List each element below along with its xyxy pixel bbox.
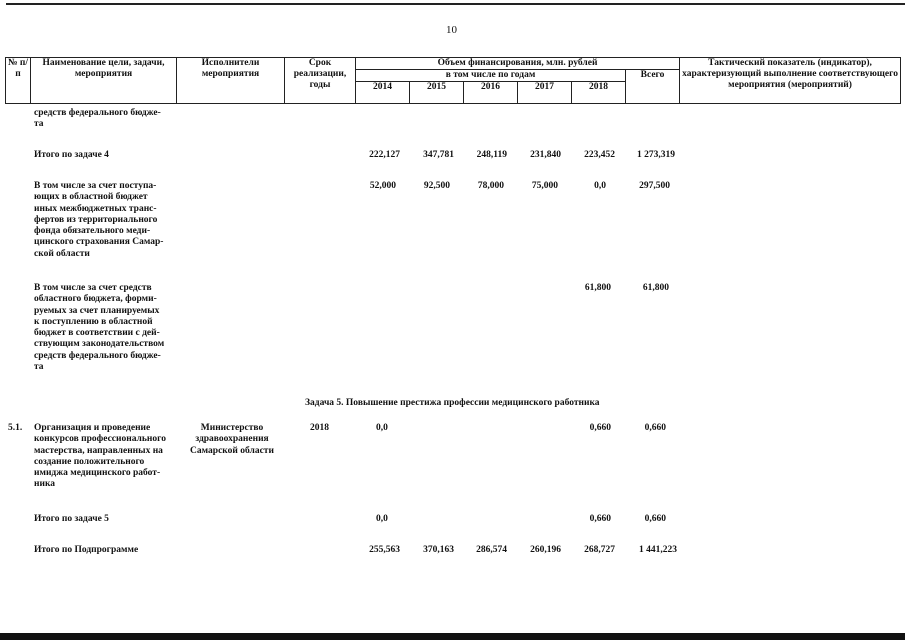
header-term: Срок реализации, годы xyxy=(285,58,356,104)
bottom-rule xyxy=(0,633,905,640)
incl-regional-label: В том числе за счет средств областного бюджета, форми- руемых за счет планируемых к поступлению в областной бюджет в соответствии с дей- ствующим законодательством средств федерального бюдже- та xyxy=(34,283,165,373)
item51-2018: 0,660 xyxy=(589,423,611,433)
header-executor: Исполнители мероприятия xyxy=(177,58,285,104)
header-year: 2016 xyxy=(464,82,518,104)
total-sub-2017: 260,196 xyxy=(530,545,561,555)
incl-tfoms-2015: 92,500 xyxy=(423,181,450,191)
total5-2018: 0,660 xyxy=(589,514,611,524)
total-sub-2014: 255,563 xyxy=(369,545,400,555)
incl-tfoms-sum: 297,500 xyxy=(639,181,670,191)
header-funding: Объем финансирования, млн. рублей xyxy=(356,58,680,70)
total4-2018: 223,452 xyxy=(584,150,615,160)
header-year: 2014 xyxy=(356,82,410,104)
item51-2014: 0,0 xyxy=(376,423,388,433)
top-rule xyxy=(6,3,905,5)
item51-label: Организация и проведение конкурсов профессионального мастерства, направленных на создание положительного имиджа медицинского работ- ника xyxy=(34,423,166,490)
header-incl-years: в том числе по годам xyxy=(356,70,626,82)
total4-2017: 231,840 xyxy=(530,150,561,160)
header-year: 2018 xyxy=(572,82,626,104)
fed-budget-continuation: средств федерального бюдже- та xyxy=(34,108,161,130)
total-sub-2015: 370,163 xyxy=(423,545,454,555)
item51-sum: 0,660 xyxy=(644,423,666,433)
incl-tfoms-2014: 52,000 xyxy=(369,181,396,191)
incl-tfoms-2017: 75,000 xyxy=(531,181,558,191)
total4-2014: 222,127 xyxy=(369,150,400,160)
total-sub-label: Итого по Подпрограмме xyxy=(34,545,139,555)
header-indicator: Тактический показатель (индикатор), характеризующий выполнение соответствующего мероприятия (мероприятий) xyxy=(680,58,901,104)
total4-sum: 1 273,319 xyxy=(637,150,675,160)
total-sub-sum: 1 441,223 xyxy=(639,545,677,555)
page-number: 10 xyxy=(446,24,457,36)
task5-heading: Задача 5. Повышение престижа профессии медицинского работника xyxy=(305,398,600,408)
header-year: 2015 xyxy=(410,82,464,104)
total4-label: Итого по задаче 4 xyxy=(34,150,109,160)
incl-regional-2018: 61,800 xyxy=(584,283,611,293)
item51-num: 5.1. xyxy=(8,423,23,433)
total4-2016: 248,119 xyxy=(476,150,507,160)
total5-label: Итого по задаче 5 xyxy=(34,514,109,524)
header-num: № п/п xyxy=(6,58,31,104)
total-sub-2016: 286,574 xyxy=(476,545,507,555)
incl-tfoms-label: В том числе за счет поступа- ющих в областной бюджет иных межбюджетных транс- фертов из территориального фонда обязательного меди- цинского страхования Самар- ской области xyxy=(34,181,164,259)
item51-executor: Министерство здравоохранения Самарской области xyxy=(190,423,274,456)
total-sub-2018: 268,727 xyxy=(584,545,615,555)
header-total: Всего xyxy=(626,70,680,104)
total5-2014: 0,0 xyxy=(376,514,388,524)
item51-term: 2018 xyxy=(310,423,329,433)
header-name: Наименование цели, задачи, мероприятия xyxy=(31,58,177,104)
total4-2015: 347,781 xyxy=(423,150,454,160)
header-year: 2017 xyxy=(518,82,572,104)
incl-tfoms-2018: 0,0 xyxy=(594,181,606,191)
total5-sum: 0,660 xyxy=(644,514,666,524)
incl-regional-sum: 61,800 xyxy=(642,283,669,293)
incl-tfoms-2016: 78,000 xyxy=(477,181,504,191)
table-header xyxy=(5,57,901,104)
